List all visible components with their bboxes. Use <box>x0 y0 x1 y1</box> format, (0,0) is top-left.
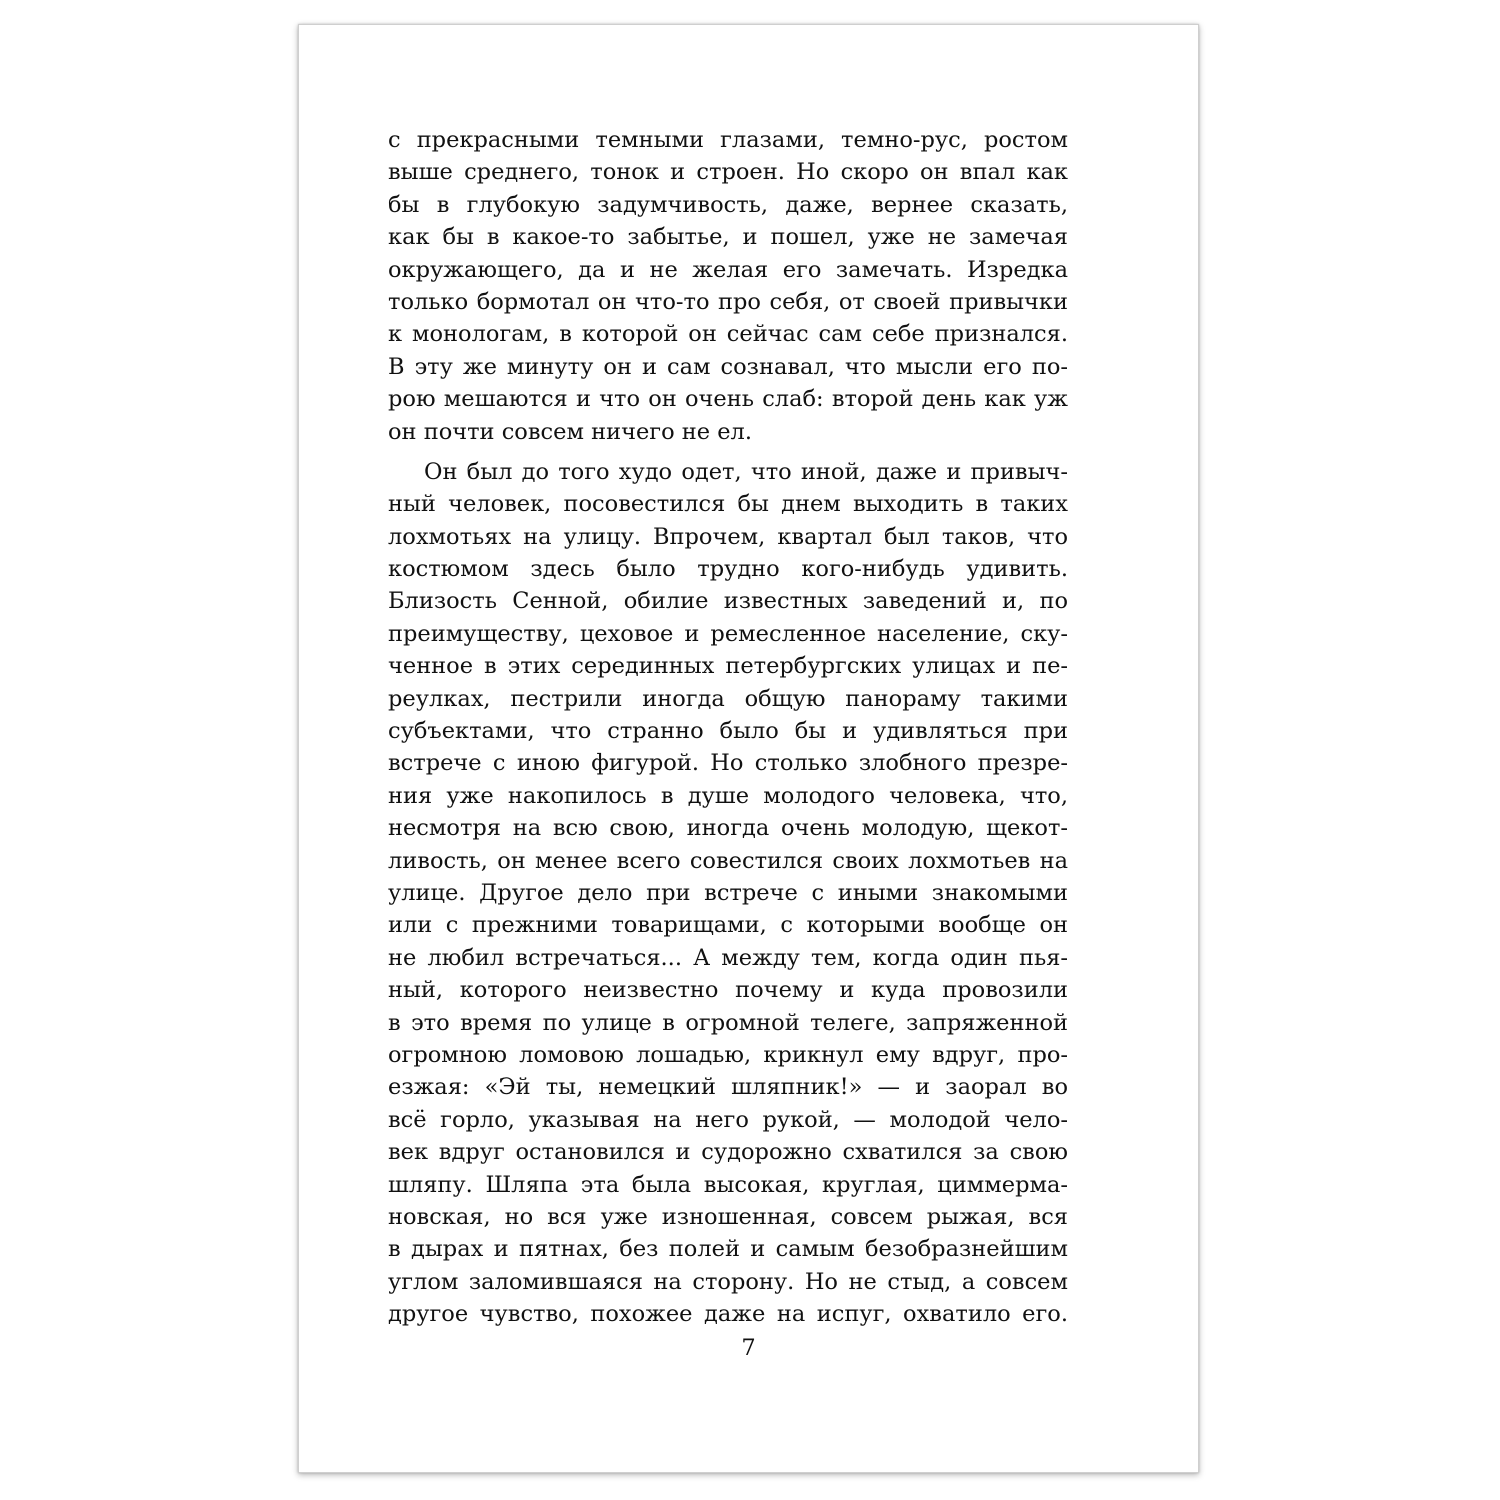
text-line: не любил встречаться... А между тем, когда один пья- <box>388 944 1068 971</box>
text-line: Близость Сенной, обилие известных заведений и, по <box>388 588 1068 615</box>
page-number: 7 <box>741 1335 756 1361</box>
paragraph-2 <box>388 456 1068 1331</box>
text-line: улице. Другое дело при встрече с иными знакомыми <box>388 879 1068 906</box>
text-line: лохмотьях на улицу. Впрочем, квартал был таков, что <box>388 523 1068 550</box>
text-line: век вдруг остановился и судорожно схватился за свою <box>388 1139 1068 1166</box>
text-line: встрече с иною фигурой. Но столько злобного презре- <box>388 750 1068 777</box>
text-line: несмотря на всю свою, иногда очень молодую, щекот- <box>388 815 1068 842</box>
text-line: бы в глубокую задумчивость, даже, вернее сказать, <box>388 191 1068 218</box>
text-line: езжая: «Эй ты, немецкий шляпник!» — и заорал во <box>388 1074 1068 1101</box>
text-line: Он был до того худо одет, что иной, даже и привыч- <box>424 458 1068 485</box>
text-block <box>388 124 1068 1330</box>
text-line: в это время по улице в огромной телеге, запряженной <box>388 1009 1068 1036</box>
text-line: он почти совсем ничего не ел. <box>388 418 752 445</box>
text-line: субъектами, что странно было бы и удивляться при <box>388 718 1068 745</box>
text-line: ный человек, посовестился бы днем выходить в таких <box>388 491 1068 518</box>
text-line: ливость, он менее всего совестился своих лохмотьев на <box>388 847 1068 874</box>
text-line: выше среднего, тонок и строен. Но скоро он впал как <box>388 159 1068 186</box>
text-line: с прекрасными темными глазами, темно-рус, ростом <box>388 127 1068 153</box>
text-line: как бы в какое-то забытье, и пошел, уже не замечая <box>388 224 1068 251</box>
text-line: к монологам, в которой он сейчас сам себе признался. <box>388 321 1068 348</box>
text-line: углом заломившаяся на сторону. Но не стыд, а совсем <box>388 1268 1068 1295</box>
text-line: преимуществу, цеховое и ремесленное население, ску- <box>388 620 1068 647</box>
text-line: ния уже накопилось в душе молодого человека, что, <box>388 782 1068 809</box>
text-line: реулках, пестрили иногда общую панораму такими <box>388 685 1068 712</box>
text-line: ный, которого неизвестно почему и куда провозили <box>388 977 1068 1004</box>
text-line: другое чувство, похожее даже на испуг, охватило его. <box>388 1301 1068 1328</box>
text-line: В эту же минуту он и сам сознавал, что мысли его по- <box>388 353 1068 380</box>
text-line: шляпу. Шляпа эта была высокая, круглая, циммерма- <box>388 1171 1068 1198</box>
text-line: в дырах и пятнах, без полей и самым безобразнейшим <box>388 1236 1068 1263</box>
text-line: или с прежними товарищами, с которыми вообще он <box>388 912 1068 939</box>
text-line: костюмом здесь было трудно кого-нибудь удивить. <box>388 556 1068 583</box>
text-line: окружающего, да и не желая его замечать. Изредка <box>388 256 1068 283</box>
paragraph-gap <box>388 448 1068 456</box>
text-line: огромною ломовою лошадью, крикнул ему вдруг, про- <box>388 1041 1068 1068</box>
text-line: новская, но вся уже изношенная, совсем рыжая, вся <box>388 1203 1068 1230</box>
text-line: всё горло, указывая на него рукой, — молодой чело- <box>388 1106 1068 1133</box>
paragraph-1 <box>388 124 1068 448</box>
text-line: только бормотал он что-то про себя, от своей привычки <box>388 288 1068 315</box>
book-page <box>298 24 1199 1473</box>
text-line: ченное в этих серединных петербургских улицах и пе- <box>388 653 1068 680</box>
text-line: рою мешаются и что он очень слаб: второй день как уж <box>388 386 1068 413</box>
